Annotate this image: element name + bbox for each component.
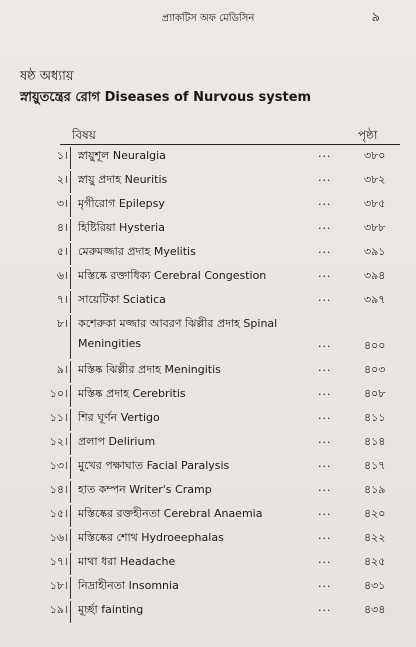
page-header [0,8,416,28]
entry-number: ১৪। [49,483,68,496]
entry-number: ৪। [56,221,68,234]
entry-title: মেরুমজ্জার প্রদাহ Myelitis [78,245,196,258]
entry-title: শির ঘূর্ণন Vertigo [78,411,160,424]
leader-dots: ... [318,147,332,160]
entry-title: নিদ্রাহীনতা Insomnia [78,579,179,592]
entry-page: ৩৯৭ [364,293,386,306]
entry-page: ৪৩৪ [364,603,386,616]
list-item [0,433,416,455]
entry-page: ৪০০ [364,339,386,352]
list-item [0,409,416,431]
column-divider [70,361,71,383]
entry-page: ৪০৩ [364,363,386,376]
entry-page: ৩৮৮ [364,221,386,234]
leader-dots: ... [318,267,332,280]
list-item [0,385,416,407]
entry-number: ১। [56,149,68,162]
entry-title: হিষ্টিরিয়া Hysteria [78,221,165,234]
entry-number: ১৭। [49,555,68,568]
leader-dots: ... [318,433,332,446]
entry-number: ৭। [56,293,68,306]
leader-dots: ... [318,409,332,422]
entry-number: ১৩। [49,459,68,472]
list-item [0,171,416,193]
column-divider [70,267,71,289]
entry-title: সায়েটিকা Sciatica [78,293,166,306]
column-divider [70,171,71,193]
entry-page: ৩৮২ [364,173,386,186]
list-item [0,219,416,241]
entry-title: মুখের পক্ষাঘাত Facial Paralysis [78,459,230,472]
list-item [0,481,416,503]
entry-title: কশেরুকা মজ্জার আবরণ ঝিল্লীর প্রদাহ Spinal [78,317,278,330]
entry-number: ১৬। [49,531,68,544]
entry-number: ৩। [56,197,68,210]
entry-title: মস্তিষ্ক ঝিল্লীর প্রদাহ Meningitis [78,363,221,376]
leader-dots: ... [318,219,332,232]
entry-page: ৪১৯ [364,483,386,496]
entry-page: ৩৯৪ [364,269,386,282]
entry-title: মূর্চ্ছা fainting [78,603,144,616]
list-item [0,267,416,289]
entry-page: ৩৮০ [364,149,386,162]
list-item [0,577,416,599]
entry-page: ৪২২ [364,531,386,544]
leader-dots: ... [318,243,332,256]
column-divider [70,601,71,623]
entry-page: ৪১৭ [364,459,386,472]
entry-title: স্নায়ু প্রদাহ Neuritis [78,173,168,186]
entry-title: মস্তিষ্ক প্রদাহ Cerebritis [78,387,186,400]
column-divider [70,243,71,265]
entry-number: ৯। [56,363,68,376]
entry-page: ৩৯১ [364,245,386,258]
entry-number: ৫। [56,245,68,258]
entry-number: ১২। [49,435,68,448]
column-divider [70,553,71,575]
entry-page: ৪২০ [364,507,386,520]
running-title: প্র্যাকটিস অফ মেডিসিন [161,13,255,24]
entry-title: হাত কম্পন Writer's Cramp [78,483,212,496]
column-divider [70,291,71,313]
leader-dots: ... [318,457,332,470]
entry-page: ৪০৮ [364,387,386,400]
leader-dots: ... [318,195,332,208]
column-divider [70,409,71,431]
entry-title: মৃগীরোগ Epilepsy [78,197,165,210]
list-item [0,457,416,479]
column-divider [70,529,71,551]
chapter-title: স্নায়ুতন্ত্রের রোগ Diseases of Nurvous system [20,90,312,105]
entry-number: ৬। [56,269,68,282]
entry-number: ১৮। [49,579,68,592]
list-item [0,529,416,551]
leader-dots: ... [318,361,332,374]
column-divider [70,433,71,455]
entry-number: ৮। [56,317,68,330]
column-divider [70,315,71,359]
leader-dots: ... [318,505,332,518]
entry-number: ১৯। [49,603,68,616]
list-item [0,361,416,383]
column-header-page: পৃষ্ঠা [358,128,378,142]
leader-dots: ... [318,577,332,590]
entry-page: ৩৮৫ [364,197,386,210]
entry-page: ৪২৫ [364,555,386,568]
leader-dots: ... [318,481,332,494]
column-header-subject: বিষয় [72,128,96,142]
entry-title: মস্তিষ্কের শোথ Hydroeephalas [78,531,224,544]
list-item [0,147,416,169]
leader-dots: ... [318,337,332,350]
column-divider [70,505,71,527]
leader-dots: ... [318,553,332,566]
list-item [0,291,416,313]
entry-title: স্নায়ুশূল Neuralgia [78,149,166,162]
entry-number: ১১। [49,411,68,424]
header-rule [60,144,400,145]
entry-number: ১০। [49,387,68,400]
leader-dots: ... [318,385,332,398]
entry-number: ২। [56,173,68,186]
column-divider [70,385,71,407]
list-item [0,505,416,527]
entry-title: মস্তিষ্কের রক্তহীনতা Cerebral Anaemia [78,507,263,520]
list-item [0,553,416,575]
entry-page: ৪১৪ [364,435,386,448]
column-divider [70,195,71,217]
column-divider [70,457,71,479]
entry-title: প্রলাপ Delirium [78,435,156,448]
leader-dots: ... [318,171,332,184]
leader-dots: ... [318,529,332,542]
list-item [0,315,416,359]
entry-page: ৪১১ [364,411,386,424]
chapter-label: ষষ্ঠ অধ্যায় [20,69,74,84]
entry-title: মাথা ধরা Headache [78,555,176,568]
column-divider [70,147,71,169]
entry-title: মস্তিষ্কে রক্তাধিক্য Cerebral Congestion [78,269,267,282]
list-item [0,195,416,217]
leader-dots: ... [318,601,332,614]
leader-dots: ... [318,291,332,304]
list-item [0,243,416,265]
entry-number: ১৫। [49,507,68,520]
column-divider [70,577,71,599]
entry-title-continued: Meningities [78,337,142,350]
page-number: ৯ [371,10,380,25]
column-divider [70,481,71,503]
list-item [0,601,416,623]
entry-page: ৪৩১ [364,579,386,592]
column-divider [70,219,71,241]
